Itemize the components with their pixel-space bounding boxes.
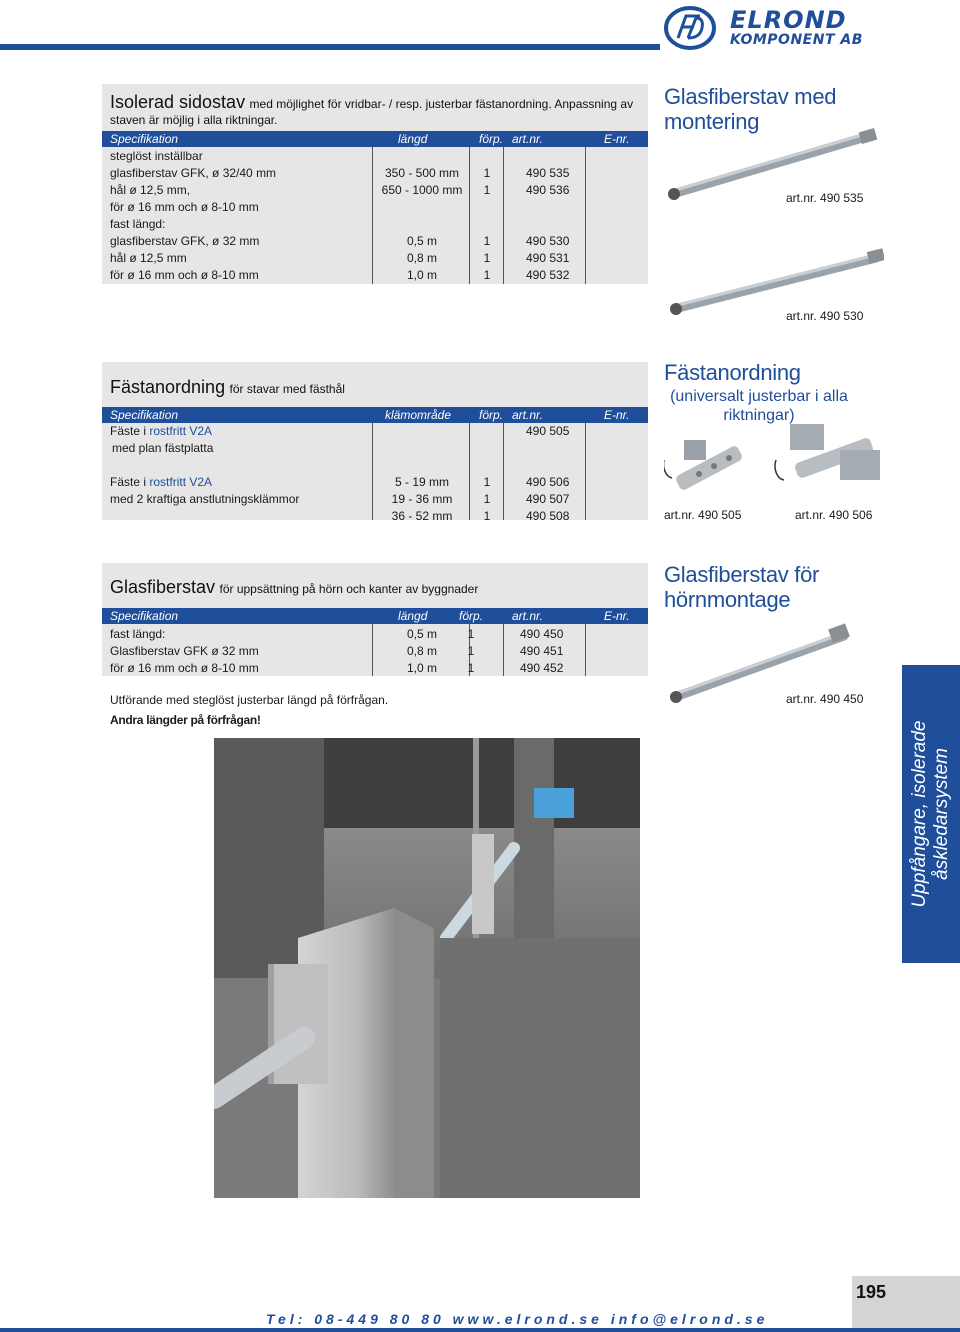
table-row [102,250,648,267]
cell-artnr: 490 530 [526,234,570,248]
cell-artnr: 490 507 [526,492,570,506]
cell-langd: 650 - 1000 mm [381,183,463,197]
fastanordning-side-title: Fästanordning [664,360,801,385]
cell-klamomrade: 5 - 19 mm [394,475,449,489]
cell-forp: 1 [483,251,491,265]
cell-langd: 0,5 m [406,234,437,248]
sidostav-artnr-1: art.nr. 490 535 [786,191,864,205]
horn-artnr: art.nr. 490 450 [786,692,864,706]
header-forp: förp. [479,132,504,146]
cell-spec-pre: Fäste i [110,475,147,489]
cell-artnr: 490 506 [526,475,570,489]
table-row [102,491,648,508]
cell-artnr: 490 535 [526,166,570,180]
sidostav-heading [110,94,644,128]
cell-forp: 1 [483,492,491,506]
horn-subtitle: för uppsättning på hörn och kanter av byggnader [219,582,479,596]
horn-heading [110,578,478,598]
horn-spec-header [102,608,648,624]
cell-forp: 1 [467,661,475,675]
table-row [102,660,648,677]
cell-langd: 0,5 m [406,627,437,641]
cell-spec: Glasfiberstav GFK ø 32 mm [110,644,259,658]
sidostav-table [102,148,648,284]
cell-artnr: 490 450 [520,627,564,641]
sidostav-side-title: Glasfiberstav med montering [664,84,837,134]
cell-forp: 1 [483,234,491,248]
cell-klamomrade: 36 - 52 mm [391,509,453,523]
fastanordning-spec-header [102,407,648,423]
table-row [102,216,648,233]
fastanordning-artnr-1: art.nr. 490 505 [664,508,742,522]
horn-title: Glasfiberstav [110,577,216,597]
elrond-logo-icon [664,6,716,50]
cell-artnr: 490 505 [526,424,570,438]
header-langd: längd [398,609,428,623]
cell-forp: 1 [467,644,475,658]
header-stripe [0,44,660,50]
cell-artnr: 490 508 [526,509,570,523]
cell-spec: med 2 kraftiga anstlutningsklämmor [110,492,300,506]
cell-spec-pre: Fäste i [110,424,147,438]
cell-langd: 350 - 500 mm [384,166,460,180]
table-row-spacer [102,457,648,474]
category-tab-text [909,721,953,908]
mounting-bracket-images [664,420,904,510]
cell-spec: fast längd: [110,627,166,641]
cell-langd: 0,8 m [406,251,437,265]
header-enr: E-nr. [604,408,630,422]
cell-spec: med plan fästplatta [112,441,214,455]
cell-material: rostfritt V2A [149,475,213,489]
cell-spec: glasfiberstav GFK, ø 32 mm [110,234,260,248]
table-row [102,199,648,216]
horn-table [102,626,648,677]
header-artnr: art.nr. [512,408,543,422]
installation-photo [214,738,640,1198]
cell-artnr: 490 451 [520,644,564,658]
cell-spec: för ø 16 mm och ø 8-10 mm [110,661,259,675]
horn-note: Utförande med steglöst justerbar längd på förfrågan. [110,693,389,707]
rod-fixed-image [670,248,884,315]
clamp-bracket-image [775,424,880,480]
header-forp: förp. [459,609,484,623]
cell-artnr: 490 452 [520,661,564,675]
header-spec: Specifikation [110,132,179,146]
cell-spec [110,474,212,491]
flat-plate-bracket-image [664,440,744,491]
page-number: 195 [856,1282,887,1302]
table-row [102,440,648,457]
header-enr: E-nr. [604,609,630,623]
brand-subtitle: KOMPONENT AB [730,32,863,48]
cell-forp: 1 [483,475,491,489]
cell-forp: 1 [483,268,491,282]
cell-material: rostfritt V2A [149,424,213,438]
header-spec: Specifikation [110,408,179,422]
table-row [102,267,648,284]
cell-artnr: 490 532 [526,268,570,282]
fiberglass-rod-images [664,128,884,328]
category-tab [902,665,960,963]
sidostav-artnr-2: art.nr. 490 530 [786,309,864,323]
table-row [102,165,648,182]
fastanordning-heading [110,378,345,398]
cell-spec: steglöst inställbar [110,149,203,163]
cell-artnr: 490 531 [526,251,570,265]
cell-spec: glasfiberstav GFK, ø 32/40 mm [110,166,277,180]
rod-adjustable-image [668,128,877,200]
sidostav-spec-header [102,131,648,147]
header-spec: Specifikation [110,609,179,623]
table-row [102,474,648,491]
table-row [102,643,648,660]
cell-spec: för ø 16 mm och ø 8-10 mm [110,200,259,214]
fastanordning-subtitle: för stavar med fästhål [229,382,345,396]
cell-forp: 1 [483,509,491,523]
table-row [102,233,648,250]
cell-langd: 0,8 m [406,644,437,658]
header-artnr: art.nr. [512,132,543,146]
table-row [102,182,648,199]
cell-langd: 1,0 m [406,661,437,675]
header-forp: förp. [479,408,504,422]
header-artnr: art.nr. [512,609,543,623]
fastanordning-side-subtitle: (universalt justerbar i alla riktningar) [670,388,848,424]
cell-spec: fast längd: [110,217,166,231]
category-line2: åskledarsystem [931,748,952,880]
cell-klamomrade: 19 - 36 mm [391,492,453,506]
sidostav-title: Isolerad sidostav [110,92,246,112]
table-row [102,423,648,440]
fastanordning-title: Fästanordning [110,377,226,397]
cell-langd: 1,0 m [406,268,437,282]
fastanordning-table [102,423,648,525]
brand-name: ELROND [730,6,847,34]
cell-spec: hål ø 12,5 mm, [110,183,191,197]
cell-spec: för ø 16 mm och ø 8-10 mm [110,268,259,282]
category-line1: Uppfångare, isolerade [909,720,930,908]
header-langd: längd [398,132,428,146]
header-enr: E-nr. [604,132,630,146]
table-row [102,626,648,643]
sidostav-subtitle: med möjlighet för vridbar- / resp. justerbar fästanordning. Anpassning av staven är möjlig i alla riktningar. [110,97,634,127]
cell-forp: 1 [483,166,491,180]
cell-forp: 1 [467,627,475,641]
fastanordning-artnr-2: art.nr. 490 506 [795,508,873,522]
horn-side-title: Glasfiberstav för hörnmontage [664,562,820,612]
cell-artnr: 490 536 [526,183,570,197]
table-row [102,148,648,165]
horn-note-bold: Andra längder på förfrågan! [110,713,261,727]
table-row [102,508,648,525]
cell-forp: 1 [483,183,491,197]
header-klamomrade: klämområde [385,408,452,422]
footer-line [0,1328,960,1332]
cell-spec [110,423,212,440]
cell-spec: hål ø 12,5 mm [110,251,187,265]
footer-contact: Tel: 08-449 80 80 www.elrond.se info@elrond.se [266,1311,769,1327]
